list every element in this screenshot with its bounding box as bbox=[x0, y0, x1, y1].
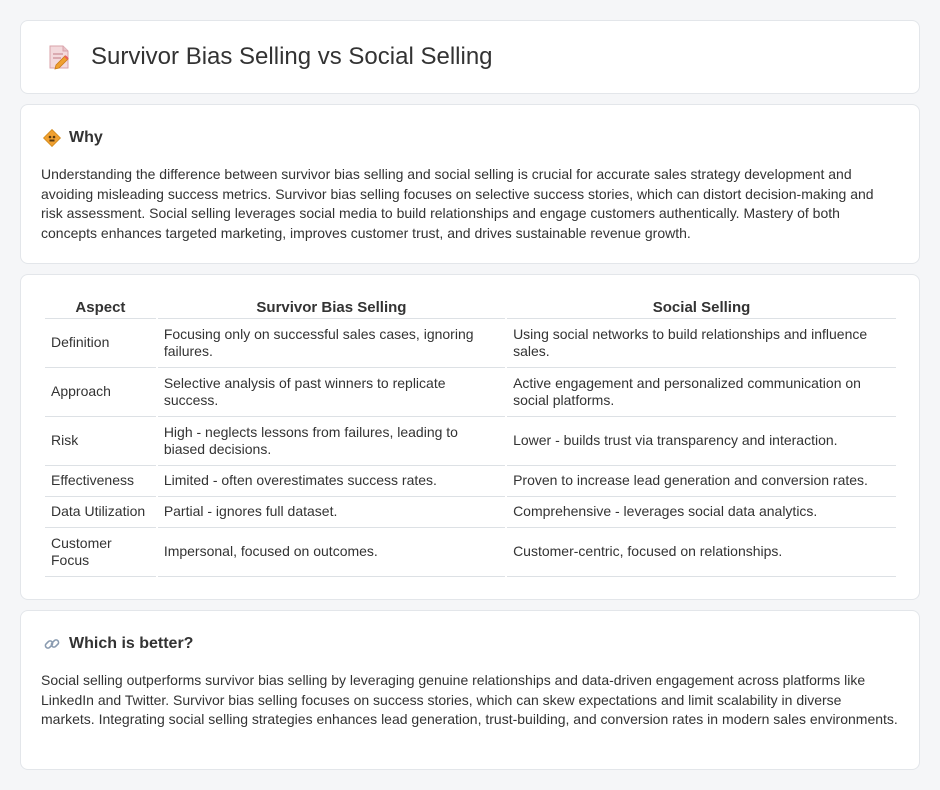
diamond-sign-icon bbox=[43, 129, 61, 147]
aspect-cell: Risk bbox=[45, 417, 156, 466]
social-selling-cell: Customer-centric, focused on relationships. bbox=[507, 528, 896, 577]
table-row bbox=[45, 368, 896, 417]
survivor-bias-cell: Partial - ignores full dataset. bbox=[158, 497, 505, 528]
table-row bbox=[45, 417, 896, 466]
column-header-survivor-bias: Survivor Bias Selling bbox=[158, 295, 505, 319]
which-is-better-body: Social selling outperforms survivor bias selling by leveraging genuine relationships and data-driven engagement across platforms like LinkedIn and Twitter. Survivor bias selling focuses on success stories, which can skew expectations and limit scalability in diverse markets. Integrating social selling strategies enhances lead generation, trust-building, and conversion rates in modern sales environments. bbox=[41, 672, 898, 727]
social-selling-cell: Lower - builds trust via transparency and interaction. bbox=[507, 417, 896, 466]
table-header-row bbox=[45, 295, 896, 319]
table-row bbox=[45, 528, 896, 577]
social-selling-cell: Using social networks to build relationships and influence sales. bbox=[507, 319, 896, 368]
why-section bbox=[20, 104, 920, 264]
column-header-aspect: Aspect bbox=[45, 295, 156, 319]
comparison-table bbox=[43, 295, 898, 577]
which-is-better-title: Which is better? bbox=[69, 635, 194, 652]
why-title: Why bbox=[69, 129, 103, 146]
aspect-cell: Data Utilization bbox=[45, 497, 156, 528]
document-pencil-icon bbox=[47, 44, 71, 70]
survivor-bias-cell: Focusing only on successful sales cases, ignoring failures. bbox=[158, 319, 505, 368]
page-title: Survivor Bias Selling vs Social Selling bbox=[91, 43, 493, 70]
column-header-social-selling: Social Selling bbox=[507, 295, 896, 319]
survivor-bias-cell: Limited - often overestimates success rates. bbox=[158, 466, 505, 497]
table-row bbox=[45, 497, 896, 528]
aspect-cell: Approach bbox=[45, 368, 156, 417]
table-row bbox=[45, 466, 896, 497]
header-card bbox=[20, 20, 920, 94]
table-row bbox=[45, 319, 896, 368]
aspect-cell: Customer Focus bbox=[45, 528, 156, 577]
social-selling-cell: Proven to increase lead generation and conversion rates. bbox=[507, 466, 896, 497]
social-selling-cell: Comprehensive - leverages social data analytics. bbox=[507, 497, 896, 528]
survivor-bias-cell: Impersonal, focused on outcomes. bbox=[158, 528, 505, 577]
which-is-better-section bbox=[20, 610, 920, 770]
aspect-cell: Definition bbox=[45, 319, 156, 368]
link-icon bbox=[43, 635, 61, 653]
aspect-cell: Effectiveness bbox=[45, 466, 156, 497]
comparison-table-card bbox=[20, 274, 920, 600]
social-selling-cell: Active engagement and personalized communication on social platforms. bbox=[507, 368, 896, 417]
survivor-bias-cell: Selective analysis of past winners to replicate success. bbox=[158, 368, 505, 417]
survivor-bias-cell: High - neglects lessons from failures, leading to biased decisions. bbox=[158, 417, 505, 466]
why-body: Understanding the difference between survivor bias selling and social selling is crucial for accurate sales strategy development and avoiding misleading success metrics. Survivor bias selling focuses on selective success stories, which can distort decision-making and risk assessment. Social selling leverages social media to build relationships and engage customers authentically. Mastery of both concepts enhances targeted marketing, improves customer trust, and drives sustainable revenue growth. bbox=[41, 166, 874, 241]
